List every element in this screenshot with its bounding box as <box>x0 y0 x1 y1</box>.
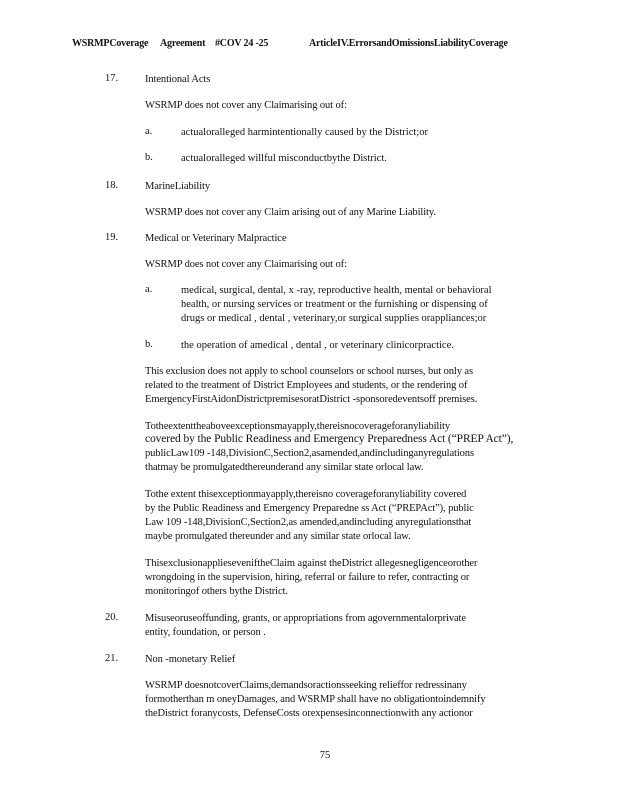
paragraph-line: maybe promulgated thereunder and any similar state orlocal law. <box>145 531 411 542</box>
header-number: #COV 24 -25 <box>215 38 269 49</box>
item-text-line: health, or nursing services or treatment or the furnishing or dispensing of <box>181 299 488 310</box>
section-number: 17. <box>105 73 119 84</box>
section-intro: WSRMP does not cover any Claimarising out of: <box>145 259 347 270</box>
paragraph-line: thatmay be promulgatedthereunderand any similar state orlocal law. <box>145 462 424 473</box>
section-number: 19. <box>105 232 119 243</box>
item-text-line: drugs or medical , dental , veterinary,or surgical supplies orappliances;or <box>181 313 487 324</box>
paragraph-line: theDistrict foranycosts, DefenseCosts orexpensesinconnectionwith any actionor <box>145 708 473 719</box>
section-intro: WSRMP does not cover any Claimarising out of: <box>145 100 347 111</box>
paragraph-line: publicLaw109 -148,DivisionC,Section2,asamended,andincludinganyregulations <box>145 448 474 459</box>
paragraph-line: Totheextenttheaboveexceptionsmayapply,thereisnocoverageforanyliability <box>145 421 451 432</box>
header-agreement: Agreement <box>160 38 206 49</box>
section-title: Intentional Acts <box>145 74 211 85</box>
item-letter: a. <box>145 126 153 137</box>
section-number: 20. <box>105 612 119 623</box>
paragraph-line: EmergencyFirstAidonDistrictpremisesoratDistrict -sponsoredeventsoff premises. <box>145 394 478 405</box>
paragraph-line: formotherthan m oneyDamages, and WSRMP shall have no obligationtoindemnify <box>145 694 486 705</box>
paragraph-line: related to the treatment of District Employees and students, or the rendering of <box>145 380 468 391</box>
item-letter: a. <box>145 284 153 295</box>
header-coverage: WSRMPCoverage <box>72 38 149 49</box>
item-letter: b. <box>145 339 153 350</box>
paragraph-line: WSRMP doesnotcoverClaims,demandsoractionsseeking relieffor redressinany <box>145 680 467 691</box>
paragraph-line: by the Public Readiness and Emergency Preparedne ss Act (“PREPAct”), public <box>145 503 474 514</box>
header-article: ArticleIV.ErrorsandOmissionsLiabilityCoverage <box>309 38 508 49</box>
page-number: 75 <box>319 750 331 761</box>
paragraph-line: Tothe extent thisexceptionmayapply,thereisno coverageforanyliability covered <box>145 489 467 500</box>
paragraph-line: entity, foundation, or person . <box>145 627 266 638</box>
paragraph-line: Misuseoruseoffunding, grants, or appropriations from agovernmentalorprivate <box>145 613 466 624</box>
paragraph-line: covered by the Public Readiness and Emergency Preparedness Act (“PREP Act”), <box>145 433 514 445</box>
item-text: the operation of amedical , dental , or veterinary clinicorpractice. <box>181 340 454 351</box>
item-text-line: medical, surgical, dental, x -ray, reproductive health, mental or behavioral <box>181 285 492 296</box>
section-number: 21. <box>105 653 119 664</box>
paragraph-line: monitoringof others bythe District. <box>145 586 288 597</box>
section-title: Medical or Veterinary Malpractice <box>145 233 287 244</box>
paragraph-line: ThisexclusionapplieseveniftheClaim against theDistrict allegesnegligenceorother <box>145 558 478 569</box>
paragraph-line: This exclusion does not apply to school counselors or school nurses, but only as <box>145 366 473 377</box>
section-title: MarineLiability <box>145 181 210 192</box>
section-intro: WSRMP does not cover any Claim arising out of any Marine Liability. <box>145 207 436 218</box>
item-letter: b. <box>145 152 153 163</box>
item-text: actualoralleged harmintentionally caused by the District;or <box>181 127 428 138</box>
paragraph-line: Law 109 -148,DivisionC,Section2,as amended,andincluding anyregulationsthat <box>145 517 472 528</box>
section-number: 18. <box>105 180 119 191</box>
paragraph-line: wrongdoing in the supervision, hiring, referral or failure to refer, contracting or <box>145 572 470 583</box>
item-text: actualoralleged willful misconductbythe District. <box>181 153 387 164</box>
section-title: Non -monetary Relief <box>145 654 236 665</box>
